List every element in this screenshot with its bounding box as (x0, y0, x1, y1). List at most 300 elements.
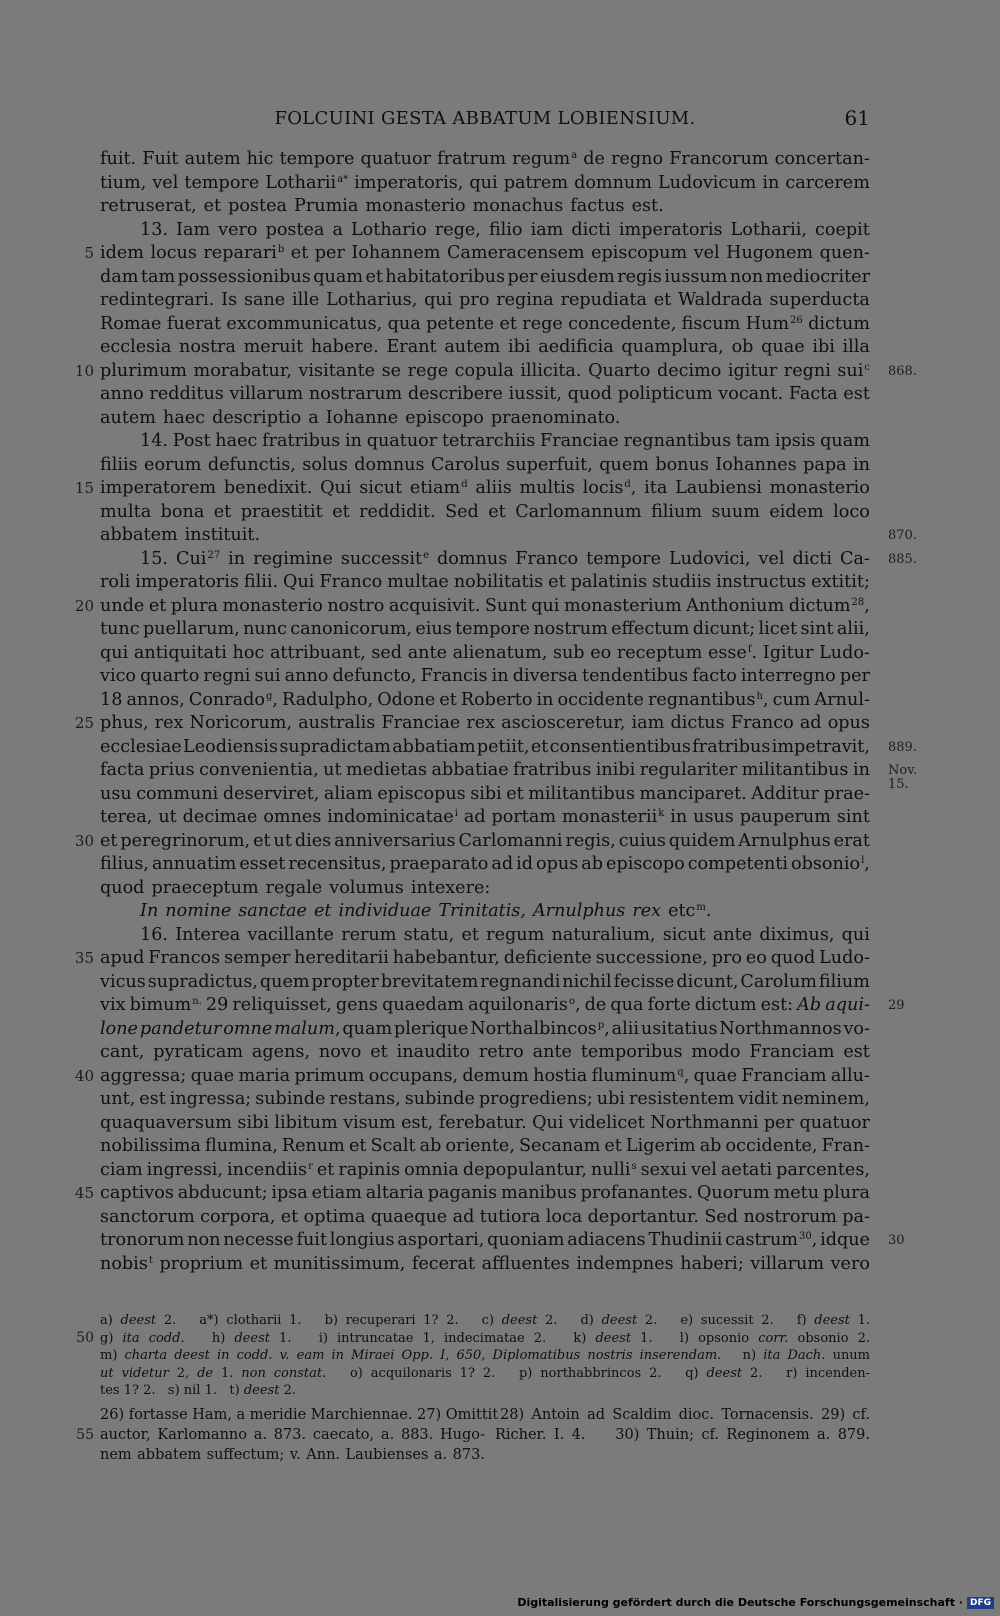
word: decimo (656, 360, 722, 381)
word: coepit (815, 219, 870, 240)
word: villarum (229, 384, 304, 404)
word: est (139, 1089, 166, 1109)
word: praeparato (389, 854, 489, 874)
word: et (253, 830, 271, 851)
word: usu (100, 783, 132, 804)
word: diversa (512, 666, 578, 686)
word: retro (478, 1042, 524, 1062)
word: nostrarum (308, 384, 403, 404)
word: in (852, 760, 870, 780)
word: Prumia (293, 196, 359, 216)
word: possessionibus (177, 266, 311, 287)
word: incendiis$^r$ (226, 1159, 313, 1180)
text-line (100, 548, 917, 572)
word: modo (691, 1042, 741, 1062)
word: monasterio (769, 478, 870, 498)
word: ad (799, 713, 822, 733)
word: idque (820, 1230, 870, 1250)
word: phus, (100, 713, 149, 733)
word: sanctae (238, 901, 307, 921)
word: regnandi (480, 971, 561, 992)
word: aedificia (538, 337, 614, 357)
word: quae (761, 337, 805, 357)
word: reparari$^b$ (203, 243, 285, 263)
word: tam (140, 266, 176, 287)
word: episcopo (606, 854, 685, 874)
word: ut (158, 807, 177, 827)
word: nostra (179, 337, 236, 357)
text-line (100, 853, 870, 877)
word: manciparet. (639, 783, 747, 804)
line-number: 15 (74, 479, 94, 497)
word: eo (745, 948, 767, 968)
word: semper (224, 948, 291, 968)
word: rex (632, 901, 662, 921)
word: Post (172, 431, 211, 451)
word: filiis (100, 454, 138, 475)
word: dictus (670, 713, 725, 733)
word: agens, (251, 1042, 311, 1062)
word: pa- (842, 1206, 870, 1227)
word: convenientia, (199, 760, 319, 780)
footnote-line (76, 1329, 871, 1348)
word: usitatius (640, 1018, 718, 1039)
word: subinde (255, 1089, 326, 1109)
word: in (345, 431, 362, 451)
word: Thudinii (648, 1230, 723, 1250)
word: fecerat (411, 1253, 476, 1274)
word: profanantes. (580, 1183, 694, 1203)
word: id (516, 854, 534, 874)
word: sint (800, 619, 834, 639)
line-number: 45 (74, 1184, 94, 1202)
word: et (313, 901, 332, 921)
word: fratribus (692, 736, 771, 757)
word: videlicet (568, 1112, 645, 1133)
word: tempore (184, 172, 260, 193)
word: et (148, 595, 167, 616)
word: aetati (720, 1159, 773, 1180)
word: tempore (586, 548, 661, 569)
text-line (74, 947, 870, 971)
text-line (100, 195, 870, 219)
word: quaeque (370, 1206, 448, 1227)
text-line (74, 477, 870, 501)
word: Leodiensis (183, 736, 279, 757)
word: pandetur (139, 1018, 222, 1039)
word: qua (387, 313, 421, 334)
word: et (506, 783, 524, 804)
word: optima (303, 1206, 366, 1227)
word: Arnul- (814, 689, 870, 710)
word: quod (770, 948, 816, 968)
word: nomine (165, 901, 232, 921)
word: monasterium (563, 595, 682, 616)
word: qui (469, 172, 498, 193)
word: ingressa; (169, 1089, 252, 1109)
word: acquisivit. (388, 595, 481, 616)
critical-apparatus (76, 1312, 871, 1400)
word: neminem, (781, 1089, 870, 1109)
word: puellarum, (142, 619, 240, 639)
word: fratribus (262, 431, 341, 451)
word: Anthonium (686, 595, 785, 616)
word: statu, (403, 924, 455, 945)
word: quatuor (799, 1112, 870, 1133)
word: vero (830, 1253, 870, 1274)
word: cum (772, 689, 811, 710)
word: Is (221, 290, 238, 310)
word: quam (820, 431, 870, 451)
word: aquilonaris$^o$, (468, 995, 581, 1015)
text-line (100, 1159, 870, 1183)
word: iam (530, 219, 564, 240)
word: Qui (320, 478, 352, 498)
word: sibi (470, 783, 502, 804)
word: dictum (694, 995, 757, 1015)
word: naturalium, (551, 924, 656, 945)
digitization-credit (517, 1596, 994, 1609)
word: dictum$^{28}$, (788, 595, 870, 616)
word: repudiata (560, 290, 647, 310)
word: Lotharii$^{a*}$ (265, 172, 349, 193)
word: est: (760, 995, 794, 1015)
word: pauperum (739, 807, 831, 827)
word: tempore (279, 149, 355, 169)
word: loco (833, 501, 870, 522)
word: vico (100, 666, 137, 686)
word: restans, (329, 1089, 401, 1109)
word: dicti (571, 219, 611, 240)
word: medietas (346, 760, 428, 780)
word: vel (690, 1159, 717, 1180)
footnote-text: g) ita codd. h) deest 1. i) intruncatae 1, indecimatae 2. k) deest 1. l) opsonio corr. obsonio 2. (100, 1330, 871, 1346)
word: locis$^d$, (582, 478, 637, 498)
word: esset (239, 854, 286, 874)
word: nunc (243, 619, 287, 639)
word: petente (426, 313, 495, 334)
word: necesse (223, 1230, 294, 1250)
word: filium (651, 501, 703, 522)
main-text (74, 148, 918, 1276)
text-line (100, 1088, 870, 1112)
text-line (100, 1041, 870, 1065)
word: vix (100, 995, 126, 1015)
word: usus (693, 807, 734, 827)
word: autem (100, 407, 156, 428)
word: plerique (394, 1018, 469, 1039)
word: resistentem (628, 1089, 735, 1109)
text-line (74, 712, 870, 736)
word: Ludo- (819, 948, 870, 968)
text-line (100, 1206, 870, 1230)
text-line (100, 501, 870, 525)
word: occidente (557, 689, 644, 710)
word: In (140, 901, 159, 921)
word: et (100, 830, 118, 851)
word: ab (581, 854, 604, 874)
word: depopulantur, (462, 1159, 587, 1180)
word: Carolus (430, 454, 500, 475)
word: qua (610, 995, 644, 1015)
word: hereditarii (294, 948, 389, 968)
word: fiscum (681, 313, 741, 334)
word: regina (496, 290, 554, 310)
text-line (74, 1182, 870, 1206)
word: dam (100, 266, 139, 287)
word: tendentibus (582, 666, 689, 686)
word: competenti (687, 854, 789, 874)
word: propter (311, 971, 379, 992)
text-line (100, 1135, 870, 1159)
word: quod (567, 384, 613, 404)
word: Francos (148, 948, 221, 968)
margin-date: 29 (888, 998, 905, 1013)
word: abbatem (100, 525, 178, 545)
word: ubi (596, 1089, 626, 1109)
word: ob (731, 337, 754, 357)
word: oriente, (445, 1136, 515, 1156)
word: roli (100, 572, 131, 592)
word: Qui (532, 1112, 564, 1133)
word: subinde (404, 1089, 475, 1109)
word: Ludovicum (658, 172, 757, 193)
word: attribuant, (269, 642, 366, 663)
endnote-right: 28) Antoin ad Scaldim dioc. Tornacensis. 29) cf. (500, 1407, 870, 1423)
word: alii (611, 1018, 640, 1039)
word: benedixit. (223, 478, 313, 498)
word: ferebatur. (438, 1112, 527, 1133)
word: instituit. (184, 525, 261, 545)
word: excommunicatus, (226, 313, 383, 334)
word: occidente, (725, 1136, 818, 1156)
word: Conrado$^g$, (188, 689, 278, 710)
word: successit$^e$ (340, 548, 430, 569)
word: Northalbincos$^p$, (470, 1018, 610, 1039)
word: multae (387, 572, 449, 592)
word: filii. (243, 572, 279, 592)
word: nostrum (533, 619, 608, 639)
word: vicus (100, 971, 146, 992)
word: monasterio (365, 196, 466, 216)
word: habitatoribus (385, 266, 505, 287)
word: imperatoris (618, 219, 723, 240)
word: quem (259, 971, 310, 992)
word: episcopo (405, 407, 484, 428)
line-number: 20 (74, 596, 94, 615)
word: fratribus (513, 760, 592, 780)
word: portam (491, 807, 557, 827)
word: Francorum (669, 149, 769, 169)
word: Francis (420, 666, 488, 686)
word: regis (617, 266, 662, 287)
word: quaedam (382, 995, 464, 1015)
word: Franciae (381, 713, 461, 733)
word: Romae (100, 313, 162, 334)
word: monasterio (222, 595, 323, 616)
word: Qui (283, 572, 315, 592)
text-line (100, 689, 870, 713)
word: gens (335, 995, 378, 1015)
word: Arnulphus (532, 901, 626, 921)
word: 18 (100, 689, 123, 710)
word: illa (842, 337, 870, 357)
word: et (488, 501, 506, 522)
word: quod (100, 877, 145, 898)
footnote-text: ut videtur 2, de 1. non constat. o) acquilonaris 1? 2. p) northabbrincos 2. q) deest 2. r) incenden- (100, 1365, 871, 1381)
word: ingressi, (146, 1159, 223, 1180)
word: iussum (664, 266, 728, 287)
word: Franciam (741, 1065, 827, 1086)
word: Renum (281, 1136, 345, 1156)
word: multis (519, 478, 575, 498)
word: postea (228, 196, 287, 216)
word: affluentes (481, 1253, 570, 1274)
text-line (100, 148, 870, 172)
text-line (100, 1253, 870, 1277)
word: Hugonem (726, 243, 814, 263)
word: sed (371, 642, 403, 663)
word: eorum (144, 454, 202, 475)
text-line (84, 242, 870, 266)
word: Sed (445, 501, 479, 522)
word: Igitur (762, 642, 814, 663)
word: iam (631, 713, 665, 733)
word: effectum (611, 619, 690, 639)
word: Iohannem (351, 243, 441, 263)
word: villarum (750, 1253, 825, 1274)
word: captivos (100, 1183, 174, 1203)
word: in (491, 666, 509, 686)
word: Erant (386, 337, 437, 357)
word: domnus (437, 548, 508, 569)
word: quatuor (360, 149, 432, 169)
word: volumus (329, 877, 404, 898)
endnote-left: nem abbatem suffectum; v. Ann. Laubienses a. 873. (100, 1447, 485, 1463)
word: quem (599, 454, 649, 475)
text-line (100, 430, 870, 454)
endnote-line (76, 1425, 870, 1445)
word: indominicatae$^i$ (327, 807, 458, 827)
word: haberi; (680, 1253, 744, 1274)
word: brevitatem (380, 971, 479, 992)
word: domnum (574, 172, 652, 193)
word: dicti (792, 548, 832, 569)
word: intexere: (410, 877, 491, 898)
word: regnantibus$^h$, (647, 689, 769, 710)
word: plura (822, 1183, 870, 1203)
word: Carolum (740, 971, 817, 992)
word: et (332, 501, 350, 522)
text-line (74, 595, 870, 619)
word: et (203, 196, 222, 216)
text-line (100, 454, 870, 478)
word: Sed (704, 1206, 739, 1227)
word: progrediens; (478, 1089, 593, 1109)
word: cant, (100, 1042, 145, 1062)
word: Franco (319, 572, 383, 592)
word: Noricorum, (189, 713, 293, 733)
word: pro (459, 290, 490, 310)
word: mediocriter (765, 266, 870, 287)
word: Secanam (518, 1136, 601, 1156)
word: a (308, 407, 319, 428)
word: qui (424, 290, 453, 310)
footnote-line (100, 1382, 870, 1400)
word: regno (611, 149, 664, 169)
word: tium, (100, 172, 147, 193)
text-line (74, 1065, 870, 1089)
word: etc$^m$. (668, 901, 712, 921)
word: imperatoris, (354, 172, 464, 193)
word: 14. (140, 431, 168, 451)
word: fluminum$^q$, (591, 1065, 690, 1086)
word: rapinis (338, 1159, 401, 1180)
word: Iohannes (715, 454, 797, 475)
text-line (100, 219, 870, 243)
word: est. (631, 196, 664, 216)
word: sexui (640, 1159, 687, 1180)
word: indempnes (576, 1253, 674, 1274)
word: quidem (668, 830, 736, 851)
word: Roberto (460, 689, 533, 710)
footnote-text: m) charta deest in codd. v. eam in Miraei Opp. I, 650, Diplomatibus nostris inserendam. n) ita Dach. unum (100, 1348, 871, 1363)
word: dies (294, 830, 332, 851)
word: polipticum (617, 384, 713, 404)
word: temporibus (580, 1042, 683, 1062)
word: cuius (618, 830, 666, 851)
word: Northmanni (650, 1112, 759, 1133)
word: ut (273, 830, 292, 851)
word: aliis (475, 478, 512, 498)
word: terea, (100, 807, 153, 827)
word: annuatim (151, 854, 237, 874)
word: paganis (427, 1183, 498, 1203)
word: rege (407, 360, 449, 381)
text-line (100, 924, 870, 948)
text-line (100, 900, 870, 924)
word: recensitus, (288, 854, 387, 874)
word: eius (415, 619, 452, 639)
word: carcerem (785, 172, 870, 193)
word: filius, (100, 854, 149, 874)
text-line (100, 642, 870, 666)
word: malum, (274, 1018, 341, 1039)
word: Ligerim (625, 1136, 696, 1156)
text-line (100, 1018, 870, 1042)
word: loca (545, 1206, 583, 1227)
word: maria (238, 1065, 291, 1086)
word: regale (265, 877, 323, 898)
word: tunc (100, 619, 140, 639)
word: episcopum (591, 243, 688, 263)
word: de (583, 149, 605, 169)
word: imperatorem (100, 478, 217, 498)
endnote-line (100, 1405, 870, 1425)
word: regis, (565, 830, 616, 851)
word: copula (454, 360, 514, 381)
word: regulariter (639, 760, 738, 780)
word: fuerat (166, 313, 222, 334)
word: Odone (377, 689, 436, 710)
word: ab (419, 1136, 442, 1156)
text-line (100, 336, 870, 360)
word: Ca- (839, 548, 870, 569)
word: ecclesiae (100, 736, 182, 757)
word: in (670, 807, 688, 827)
word: nostro (327, 595, 385, 616)
word: receptum (616, 642, 703, 663)
